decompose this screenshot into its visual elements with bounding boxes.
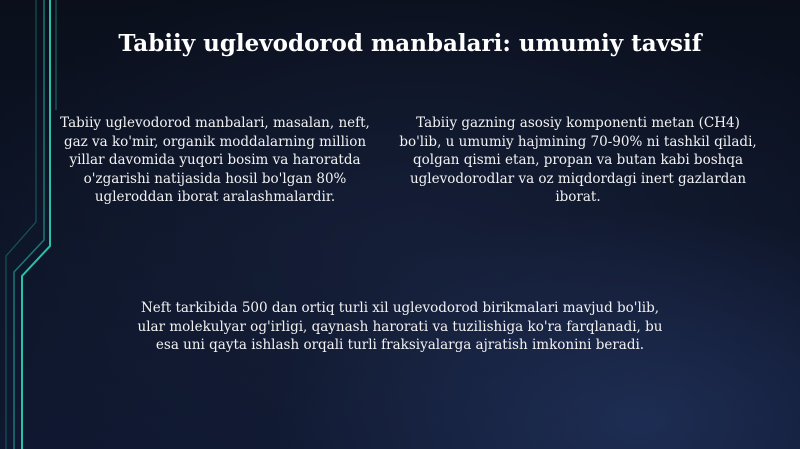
paragraph-bottom: Neft tarkibida 500 dan ortiq turli xil uglevodorod birikmalari mavjud bo'lib, ular molekulyar og'irligi, qaynash harorati va tuzilishiga ko'ra farqlanadi, bu esa uni qayta ishlash orqali turli fraksiyalarga ajratish imkonini beradi.	[137, 300, 663, 353]
paragraph-right: Tabiiy gazning asosiy komponenti metan (CH4) bo'lib, u umumiy hajmining 70-90% ni tashkil qiladi, qolgan qismi etan, propan va butan kabi boshqa uglevodorodlar va oz miqdordagi inert gazlardan iborat.	[399, 115, 757, 205]
paragraph-left: Tabiiy uglevodorod manbalari, masalan, neft, gaz va ko'mir, organik moddalarning million yillar davomida yuqori bosim va haroratda o'zgarishi natijasida hosil bo'lgan 80% ugleroddan iborat aralashmalardir.	[60, 115, 370, 205]
slide-title: Tabiiy uglevodorod manbalari: umumiy tavsif	[118, 30, 702, 57]
circuit-lines-decoration	[0, 0, 70, 449]
